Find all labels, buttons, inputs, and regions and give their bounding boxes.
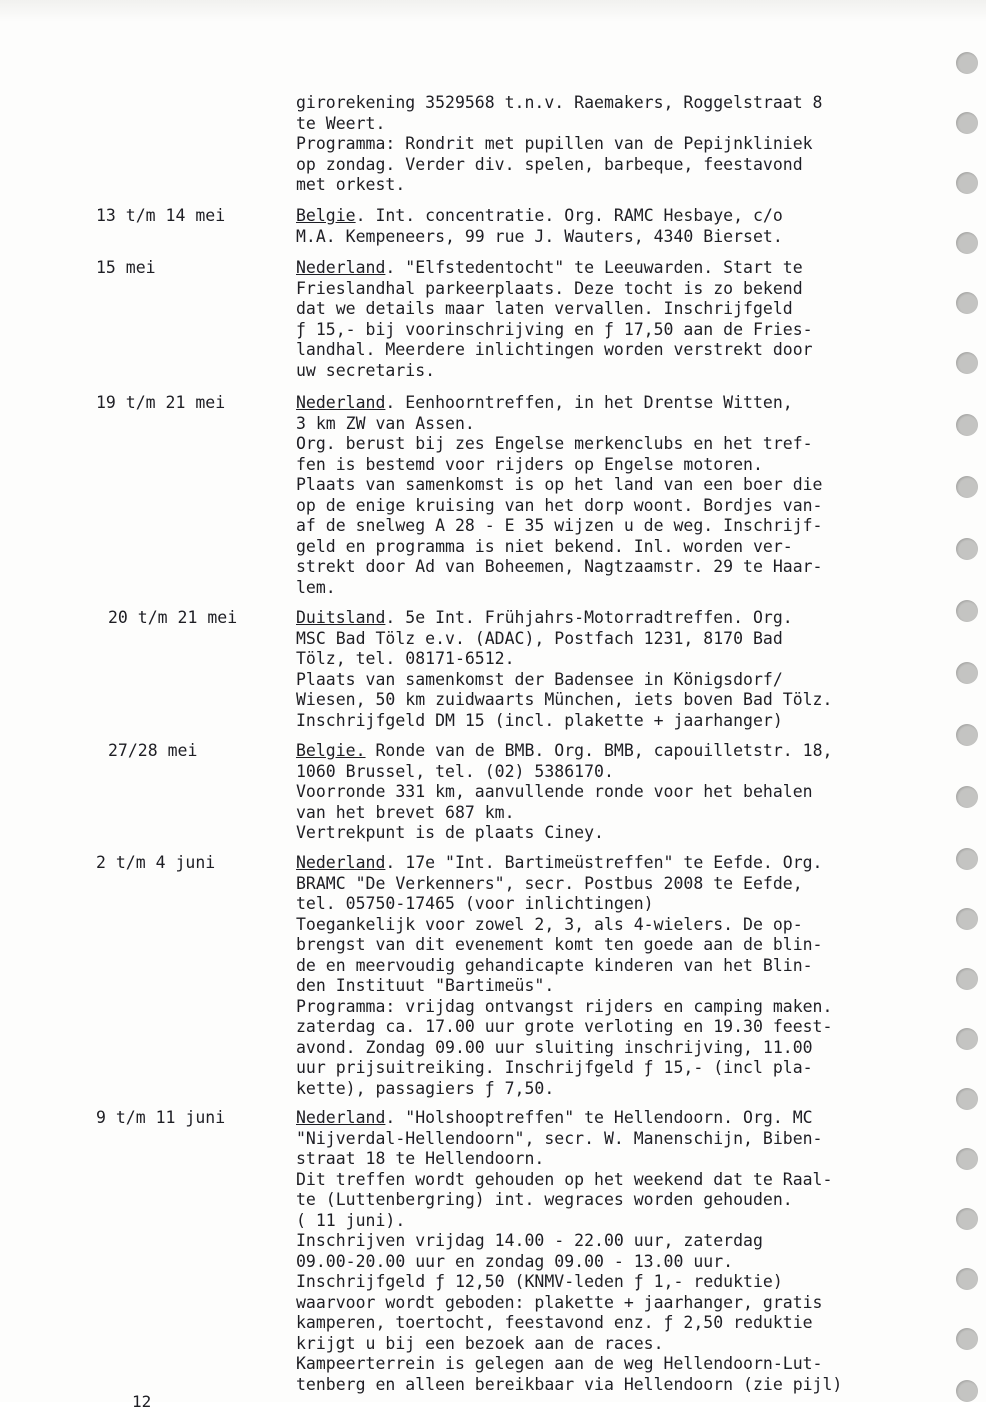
text-line: Toegankelijk voor zowel 2, 3, als 4-wielers. De op- (296, 914, 803, 934)
text-line (296, 741, 962, 762)
text-line: M.A. Kempeneers, 99 rue J. Wauters, 4340 Bierset. (296, 226, 783, 246)
text-line: zaterdag ca. 17.00 uur grote verloting en 19.30 feest- (296, 1017, 833, 1036)
text-line: den Instituut "Bartimeüs". (296, 976, 555, 995)
text-fragment: Ronde van de BMB. Org. BMB, capouilletstr. 18, (365, 741, 833, 760)
text-line: met orkest. (296, 175, 406, 194)
text-line: kette), passagiers ƒ 7,50. (296, 1078, 555, 1098)
text-line: MSC Bad Tölz e.v. (ADAC), Postfach 1231, 8170 Bad (296, 628, 783, 648)
event-date: 2 t/m 4 juni (96, 853, 216, 872)
text-line: op de enige kruising van het dorp woont. Bordjes van- (296, 495, 823, 515)
text-line: tel. 05750-17465 (voor inlichtingen) (296, 894, 654, 913)
binder-hole (956, 52, 978, 74)
text-line: uur prijsuitreiking. Inschrijfgeld ƒ 15,- (incl pla- (296, 1058, 813, 1077)
text-line: Inschrijfgeld ƒ 12,50 (KNMV-leden ƒ 1,- reduktie) (296, 1272, 783, 1291)
text-line: avond. Zondag 09.00 uur sluiting inschrijving, 11.00 (296, 1037, 813, 1057)
event-country: Belgie. (296, 741, 366, 760)
text-line: te (Luttenbergring) int. wegraces worden gehouden. (296, 1190, 793, 1209)
page-number: 12 (132, 1392, 152, 1411)
text-line (296, 1108, 962, 1129)
text-line: Programma: vrijdag ontvangst rijders en camping maken. (296, 996, 833, 1016)
text-line: "Nijverdal-Hellendoorn", secr. W. Manenschijn, Biben- (296, 1128, 823, 1148)
text-line: af de snelweg A 28 - E 35 wijzen u de weg. Inschrijf- (296, 516, 823, 535)
event-description (296, 608, 962, 731)
text-line: krijgt u bij een bezoek aan de races. (296, 1333, 664, 1353)
text-line (296, 393, 962, 414)
text-line: te Weert. (296, 113, 386, 133)
text-line (296, 258, 962, 279)
event-date: 13 t/m 14 mei (96, 206, 226, 225)
text-line: Plaats van samenkomst is op het land van een boer die (296, 475, 823, 494)
text-line: Inschrijven vrijdag 14.00 - 22.00 uur, zaterdag (296, 1231, 763, 1250)
event-description (296, 1108, 962, 1395)
text-line: 3 km ZW van Assen. (296, 413, 475, 433)
event-date: 27/28 mei (108, 741, 198, 760)
page-top-edge (0, 0, 986, 22)
text-fragment: . 17e "Int. Bartimeüstreffen" te Eefde. Org. (385, 853, 823, 872)
text-line: van het brevet 687 km. (296, 802, 515, 822)
event-description (296, 741, 962, 844)
text-line: Inschrijfgeld DM 15 (incl. plakette + jaarhanger) (296, 710, 783, 730)
text-line: de en meervoudig gehandicapte kinderen van het Blin- (296, 955, 813, 975)
text-line: ( 11 juni). (296, 1210, 406, 1230)
intro-paragraph (296, 93, 962, 196)
text-fragment: . Int. concentratie. Org. RAMC Hesbaye, c/o (355, 206, 783, 225)
event-date: 19 t/m 21 mei (96, 393, 226, 412)
text-line: Kampeerterrein is gelegen aan de weg Hellendoorn-Lut- (296, 1354, 823, 1373)
text-fragment: . "Elfstedentocht" te Leeuwarden. Start te (385, 258, 803, 277)
text-line (296, 608, 962, 629)
text-line: geld en programma is niet bekend. Inl. worden ver- (296, 536, 793, 556)
text-line: Tölz, tel. 08171-6512. (296, 649, 515, 668)
text-line: Dit treffen wordt gehouden op het weekend dat te Raal- (296, 1169, 833, 1189)
text-line: Programma: Rondrit met pupillen van de Pepijnkliniek (296, 134, 813, 153)
text-line: ƒ 15,- bij voorinschrijving en ƒ 17,50 aan de Fries- (296, 319, 813, 339)
text-line: lem. (296, 577, 336, 597)
event-description (296, 853, 962, 1099)
event-country: Nederland (296, 853, 386, 872)
text-fragment: . 5e Int. Frühjahrs-Motorradtreffen. Org. (385, 608, 793, 627)
text-line: Plaats van samenkomst der Badensee in Königsdorf/ (296, 669, 783, 689)
text-line: landhal. Meerdere inlichtingen worden verstrekt door (296, 340, 813, 359)
text-line: dat we details maar laten vervallen. Inschrijfgeld (296, 299, 793, 318)
text-line (296, 853, 962, 874)
text-line: 09.00-20.00 uur en zondag 09.00 - 13.00 uur. (296, 1251, 734, 1271)
event-description (296, 206, 962, 247)
text-line: Vertrekpunt is de plaats Ciney. (296, 823, 604, 842)
text-line: waarvoor wordt geboden: plakette + jaarhanger, gratis (296, 1292, 823, 1312)
event-date: 20 t/m 21 mei (108, 608, 238, 627)
text-line: Org. berust bij zes Engelse merkenclubs en het tref- (296, 434, 813, 453)
text-line: girorekening 3529568 t.n.v. Raemakers, Roggelstraat 8 (296, 93, 823, 112)
text-fragment: . Eenhoorntreffen, in het Drentse Witten, (385, 393, 793, 412)
event-country: Nederland (296, 258, 386, 277)
event-date: 15 mei (96, 258, 156, 277)
text-fragment: . "Holshooptreffen" te Hellendoorn. Org. MC (385, 1108, 813, 1127)
event-country: Duitsland (296, 608, 386, 627)
event-country: Belgie (296, 206, 356, 225)
text-line (296, 206, 962, 227)
text-line: tenberg en alleen bereikbaar via Hellendoorn (zie pijl) (296, 1374, 843, 1394)
event-country: Nederland (296, 393, 386, 412)
text-line: uw secretaris. (296, 360, 436, 380)
text-line: brengst van dit evenement komt ten goede aan de blin- (296, 935, 823, 954)
text-line: fen is bestemd voor rijders op Engelse motoren. (296, 454, 763, 474)
event-country: Nederland (296, 1108, 386, 1127)
text-line: op zondag. Verder div. spelen, barbeque, feestavond (296, 154, 803, 174)
text-line: strekt door Ad van Boheemen, Nagtzaamstr. 29 te Haar- (296, 557, 823, 576)
text-line: 1060 Brussel, tel. (02) 5386170. (296, 761, 614, 781)
event-description (296, 393, 962, 598)
text-line: Voorronde 331 km, aanvullende ronde voor het behalen (296, 782, 813, 801)
event-date: 9 t/m 11 juni (96, 1108, 226, 1127)
text-line: kamperen, toertocht, feestavond enz. ƒ 2,50 reduktie (296, 1313, 813, 1332)
text-line: straat 18 te Hellendoorn. (296, 1149, 545, 1168)
text-line: Wiesen, 50 km zuidwaarts München, iets boven Bad Tölz. (296, 690, 833, 709)
text-line: BRAMC "De Verkenners", secr. Postbus 2008 te Eefde, (296, 873, 803, 893)
text-line: Frieslandhal parkeerplaats. Deze tocht is zo bekend (296, 278, 803, 298)
event-description (296, 258, 962, 381)
